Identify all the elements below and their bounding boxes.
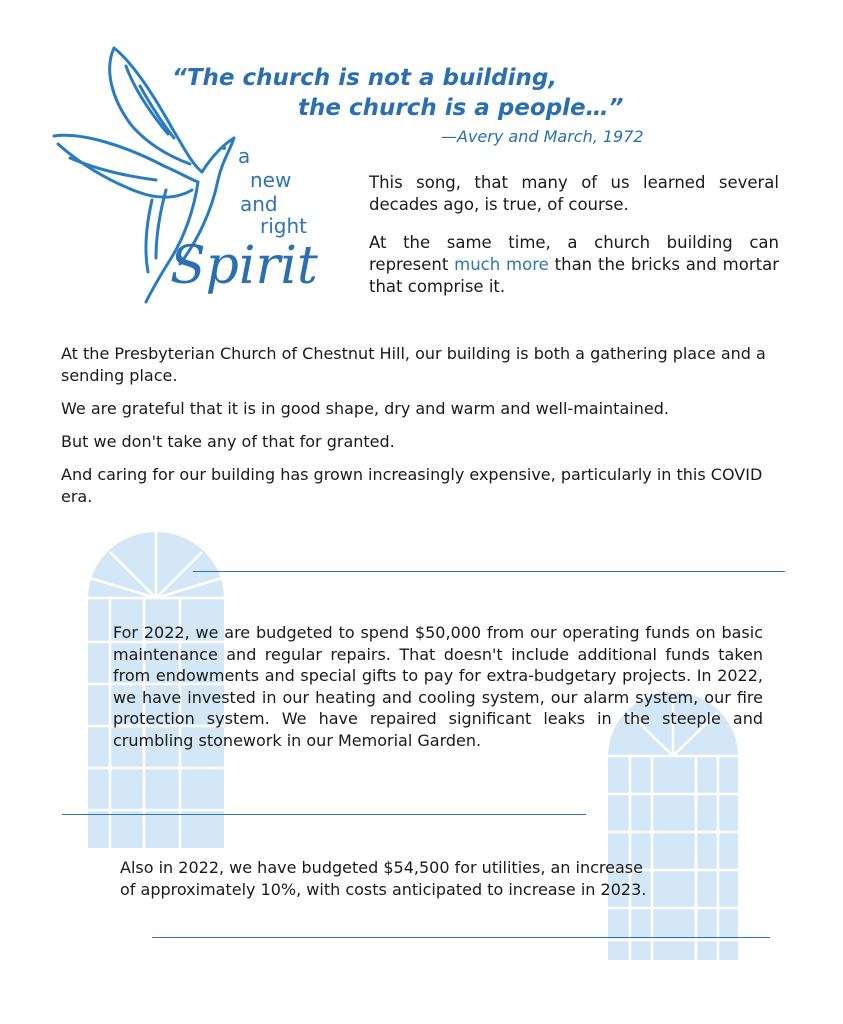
quote-attribution: —Avery and March, 1972 bbox=[441, 127, 644, 146]
body-paragraph-2: We are grateful that it is in good shape, dry and warm and well-maintained. bbox=[61, 399, 669, 418]
logo-word-new: new bbox=[250, 168, 292, 192]
quote-line-2: the church is a people…” bbox=[298, 95, 624, 121]
divider-rule-2 bbox=[62, 814, 586, 815]
much-more-link[interactable]: much more bbox=[454, 255, 549, 274]
intro-paragraph-2 bbox=[369, 232, 779, 298]
intro-text bbox=[369, 172, 779, 314]
utilities-line-2: of approximately 10%, with costs anticipated to increase in 2023. bbox=[120, 880, 647, 899]
divider-rule-1 bbox=[193, 571, 785, 572]
intro-paragraph-1: This song, that many of us learned several decades ago, is true, of course. bbox=[369, 173, 779, 214]
intro-p2-start: At the same time, a church building can represent bbox=[369, 233, 779, 274]
body-paragraph-4: And caring for our building has grown increasingly expensive, particularly in this COVID era. bbox=[61, 465, 763, 506]
body-paragraph-3: But we don't take any of that for granted. bbox=[61, 432, 395, 451]
body-text bbox=[61, 343, 791, 519]
logo-word-and: and bbox=[240, 192, 278, 216]
logo-spirit-script: Spirit bbox=[170, 236, 318, 296]
divider-rule-3 bbox=[152, 937, 770, 938]
logo-word-a: a bbox=[238, 144, 251, 168]
utilities-line-1: Also in 2022, we have budgeted $54,500 for utilities, an increase bbox=[120, 858, 643, 877]
quote-line-1: “The church is not a building, bbox=[172, 65, 558, 91]
maintenance-budget-paragraph: For 2022, we are budgeted to spend $50,000 from our operating funds on basic maintenance and regular repairs. That doesn't include additional funds taken from endowments and special gifts to pay for extra-budgetary projects. In 2022, we have invested in our heating and cooling system, our alarm system, our fire protection system. We have repaired significant leaks in the steeple and crumbling stonework in our Memorial Garden. bbox=[113, 623, 763, 750]
utilities-budget-paragraph bbox=[120, 857, 740, 901]
intro-p2-end: than the bricks and mortar that comprise it. bbox=[369, 255, 779, 296]
logo-word-right: right bbox=[260, 214, 307, 238]
body-paragraph-1: At the Presbyterian Church of Chestnut Hill, our building is both a gathering place and a sending place. bbox=[61, 344, 766, 385]
